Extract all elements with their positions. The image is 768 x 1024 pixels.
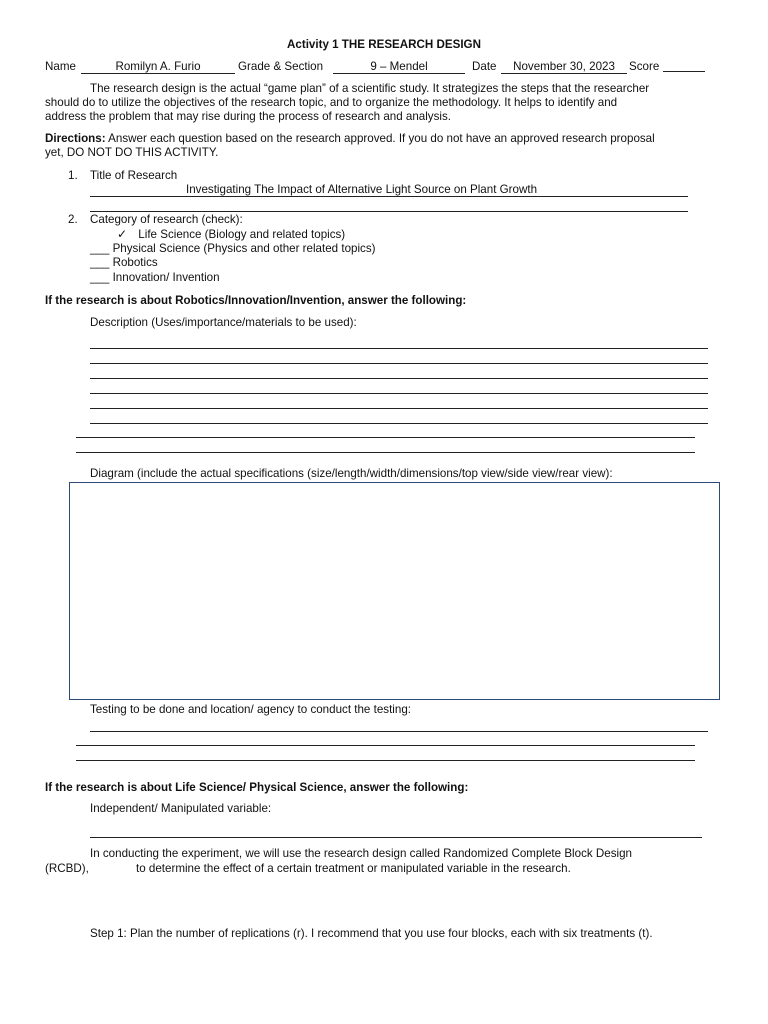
variable-answer-line[interactable] <box>90 837 702 838</box>
intro-line-3: address the problem that may rise during the process of research and analysis. <box>45 110 451 123</box>
date-field[interactable]: November 30, 2023 <box>501 60 627 74</box>
q1-number: 1. <box>68 169 78 182</box>
score-field[interactable] <box>663 71 705 72</box>
answer-line[interactable] <box>90 731 708 732</box>
answer-line[interactable] <box>90 423 708 424</box>
rcbd-line-2: to determine the effect of a certain treatment or manipulated variable in the research. <box>136 862 571 875</box>
answer-line[interactable] <box>76 437 695 438</box>
answer-line[interactable] <box>90 393 708 394</box>
description-label: Description (Uses/importance/materials to be used): <box>90 316 357 329</box>
blank-checkbox: ___ <box>90 271 110 284</box>
grade-field[interactable]: 9 – Mendel <box>333 60 465 74</box>
option-label: Life Science (Biology and related topics) <box>138 228 346 241</box>
name-label: Name <box>45 60 76 73</box>
answer-line[interactable] <box>76 760 695 761</box>
variable-label: Independent/ Manipulated variable: <box>90 802 272 815</box>
blank-checkbox: ___ <box>90 256 110 269</box>
rcbd-abbrev: (RCBD), <box>45 862 89 875</box>
q1-answer-line-2 <box>90 211 688 212</box>
blank-checkbox: ___ <box>90 242 110 255</box>
option-label: Physical Science (Physics and other related topics) <box>112 242 376 255</box>
directions-line-1 <box>45 132 655 147</box>
category-option-physical-science[interactable] <box>90 242 376 257</box>
q1-label: Title of Research <box>90 169 178 182</box>
life-science-section-heading: If the research is about Life Science/ Physical Science, answer the following: <box>45 781 469 794</box>
q2-number: 2. <box>68 213 78 226</box>
rcbd-line-1: In conducting the experiment, we will use the research design called Randomized Complete Block Design <box>90 847 632 860</box>
answer-line[interactable] <box>76 745 695 746</box>
answer-line[interactable] <box>90 363 708 364</box>
answer-line[interactable] <box>76 452 695 453</box>
option-label: Robotics <box>112 256 158 269</box>
category-option-innovation[interactable] <box>90 271 220 286</box>
q2-label: Category of research (check): <box>90 213 243 226</box>
grade-label: Grade & Section <box>238 60 324 73</box>
q1-answer[interactable]: Investigating The Impact of Alternative Light Source on Plant Growth <box>186 183 538 196</box>
answer-line[interactable] <box>90 348 708 349</box>
step-1: Step 1: Plan the number of replications (r). I recommend that you use four blocks, each with six treatments (t). <box>90 927 653 940</box>
diagram-label: Diagram (include the actual specifications (size/length/width/dimensions/top view/side view/rear view): <box>90 467 613 480</box>
diagram-box[interactable] <box>69 482 720 700</box>
category-option-robotics[interactable] <box>90 256 158 271</box>
category-option-life-science[interactable] <box>117 227 345 243</box>
answer-line[interactable] <box>90 408 708 409</box>
name-field[interactable]: Romilyn A. Furio <box>81 60 235 74</box>
answer-line[interactable] <box>90 378 708 379</box>
directions-line-2: yet, DO NOT DO THIS ACTIVITY. <box>45 146 219 159</box>
testing-label: Testing to be done and location/ agency to conduct the testing: <box>90 703 411 716</box>
page-title: Activity 1 THE RESEARCH DESIGN <box>287 38 481 51</box>
option-label: Innovation/ Invention <box>112 271 220 284</box>
checkmark-icon: ✓ <box>117 227 128 241</box>
directions-label: Directions: <box>45 132 106 145</box>
intro-line-1: The research design is the actual “game plan” of a scientific study. It strategizes the steps that the researcher <box>90 82 650 95</box>
score-label: Score <box>629 60 660 73</box>
directions-text: Answer each question based on the research approved. If you do not have an approved research proposal <box>108 132 655 145</box>
robotics-section-heading: If the research is about Robotics/Innovation/Invention, answer the following: <box>45 294 467 307</box>
date-label: Date <box>472 60 497 73</box>
intro-line-2: should do to utilize the objectives of the research topic, and to organize the methodology. It helps to identify and <box>45 96 618 109</box>
